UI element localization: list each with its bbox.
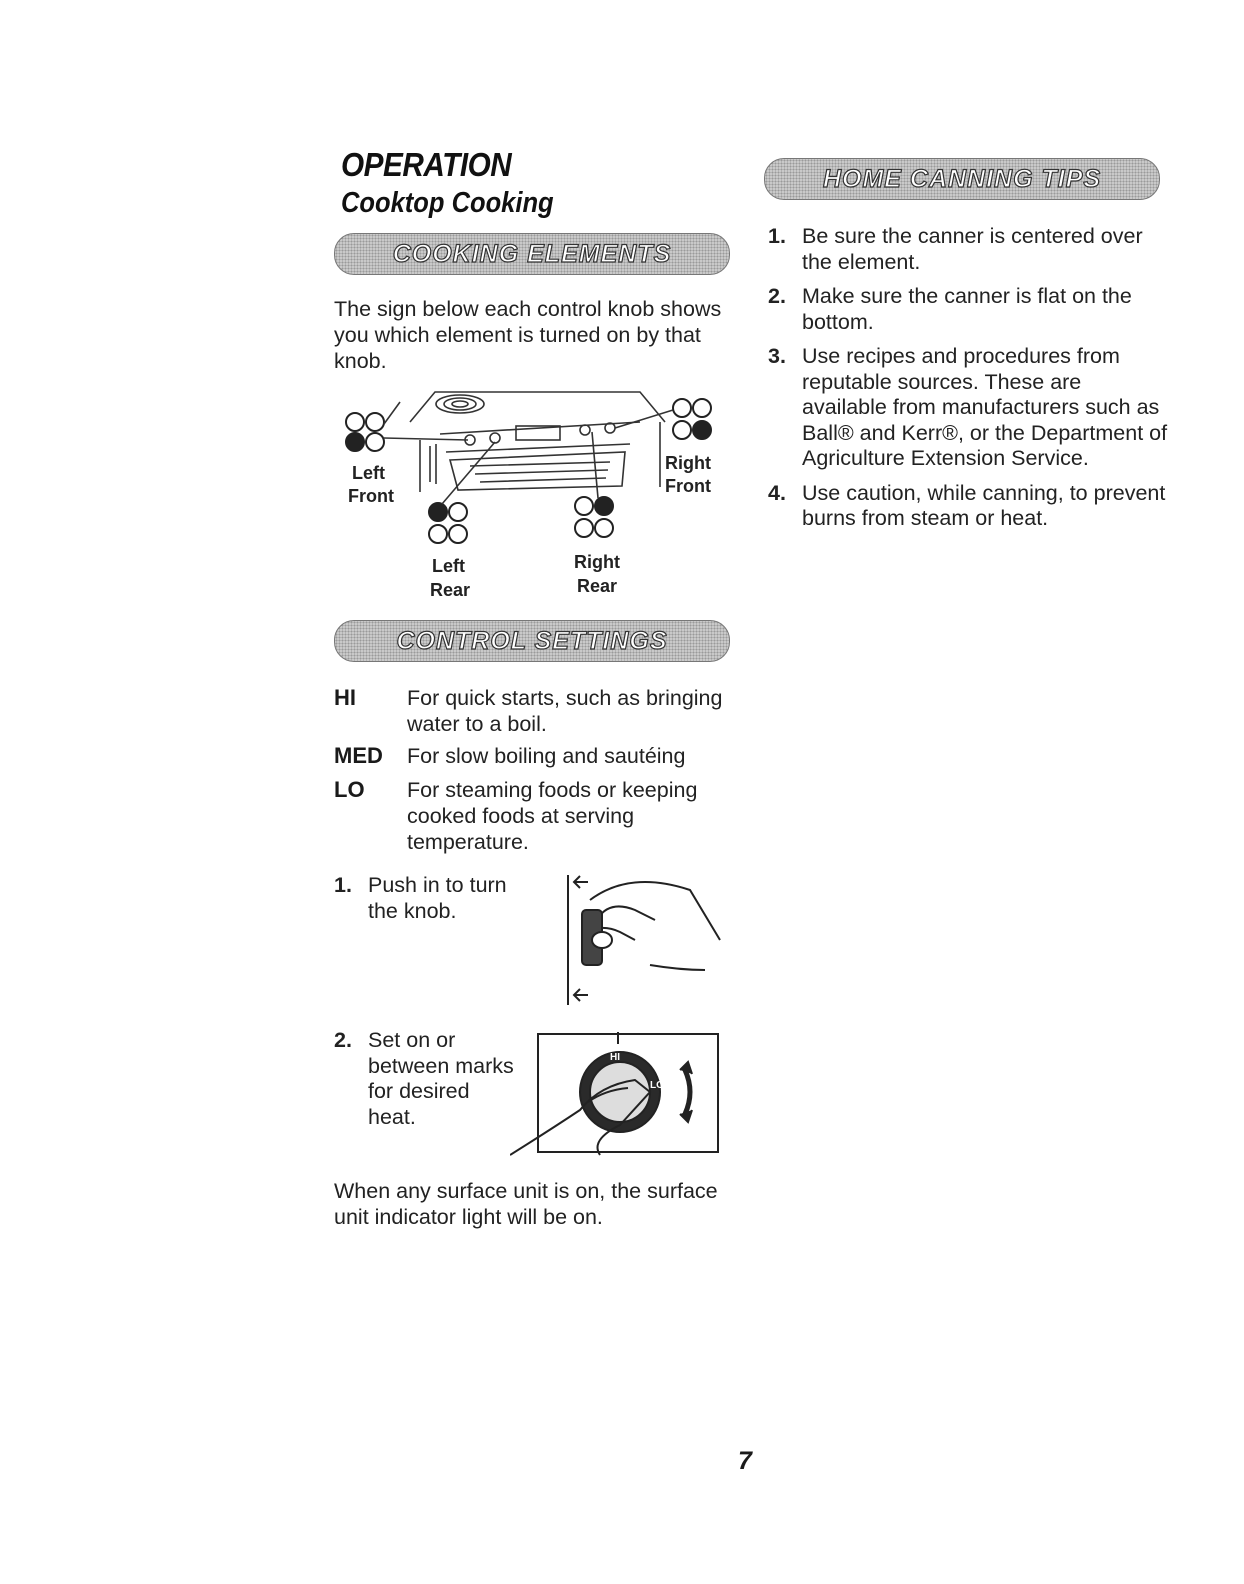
- list-item: [334, 1028, 514, 1130]
- section-subtitle: Cooktop Cooking: [341, 187, 554, 219]
- label-right-rear-line1: Right: [574, 552, 620, 572]
- list-item: [334, 873, 524, 924]
- tip-text: Be sure the canner is centered over the element.: [802, 224, 1143, 274]
- cooking-elements-intro: The sign below each control knob shows you which element is turned on by that knob.: [334, 297, 722, 373]
- tip-text: Use recipes and procedures from reputable sources. These are available from manufacturers such as Ball® and Kerr®, or the Department of Agriculture Extension Service.: [802, 344, 1168, 470]
- set-dial-illustration: [510, 1030, 725, 1160]
- control-settings-heading: CONTROL SETTINGS: [396, 626, 668, 655]
- push-knob-illustration: [560, 870, 725, 1010]
- setting-key: HI: [334, 685, 356, 710]
- label-left-front-line2: Front: [348, 486, 394, 506]
- section-title: OPERATION: [341, 146, 512, 183]
- label-right-rear-line2: Rear: [577, 576, 618, 596]
- tip-number: 1.: [768, 224, 786, 248]
- step-number: 2.: [334, 1028, 352, 1052]
- label-right-front-line2: Front: [665, 476, 711, 496]
- cooking-elements-banner: [334, 233, 730, 275]
- step-text: Push in to turn the knob.: [368, 873, 507, 923]
- label-left-rear-line1: Left: [432, 556, 465, 576]
- cooktop-diagram: [340, 382, 730, 607]
- home-canning-banner: [764, 158, 1160, 200]
- control-step-2: [334, 1028, 514, 1139]
- label-left-front-line1: Left: [352, 463, 385, 483]
- step-text: Set on or between marks for desired heat.: [368, 1028, 514, 1129]
- label-right-front-line1: Right: [665, 453, 711, 473]
- setting-key: MED: [334, 743, 383, 768]
- setting-desc: For steaming foods or keeping cooked foods at serving temperature.: [407, 778, 698, 854]
- home-canning-heading: HOME CANNING TIPS: [822, 164, 1102, 193]
- tip-number: 2.: [768, 284, 786, 308]
- dial-label-hi: HI: [610, 1052, 620, 1063]
- page-number: 7: [738, 1447, 752, 1475]
- dial-label-lo: LO: [650, 1080, 664, 1091]
- list-item: [768, 344, 1168, 472]
- canning-tips-list: [768, 224, 1168, 541]
- setting-desc: For quick starts, such as bringing water to a boil.: [407, 686, 723, 736]
- setting-key: LO: [334, 777, 365, 802]
- list-item: [768, 481, 1168, 532]
- tip-text: Use caution, while canning, to prevent burns from steam or heat.: [802, 480, 1166, 530]
- tip-number: 4.: [768, 480, 786, 505]
- control-step-1: [334, 873, 524, 933]
- tip-text: Make sure the canner is flat on the bottom.: [802, 284, 1132, 334]
- list-item: [768, 284, 1168, 335]
- label-left-rear-line2: Rear: [430, 580, 471, 600]
- settings-list: [334, 685, 734, 865]
- indicator-note: When any surface unit is on, the surface unit indicator light will be on.: [334, 1179, 718, 1229]
- cooking-elements-heading: COOKING ELEMENTS: [392, 239, 672, 268]
- step-number: 1.: [334, 873, 352, 897]
- control-settings-banner: [334, 620, 730, 662]
- list-item: [768, 224, 1168, 275]
- tip-number: 3.: [768, 344, 786, 368]
- setting-desc: For slow boiling and sautéing: [407, 744, 686, 768]
